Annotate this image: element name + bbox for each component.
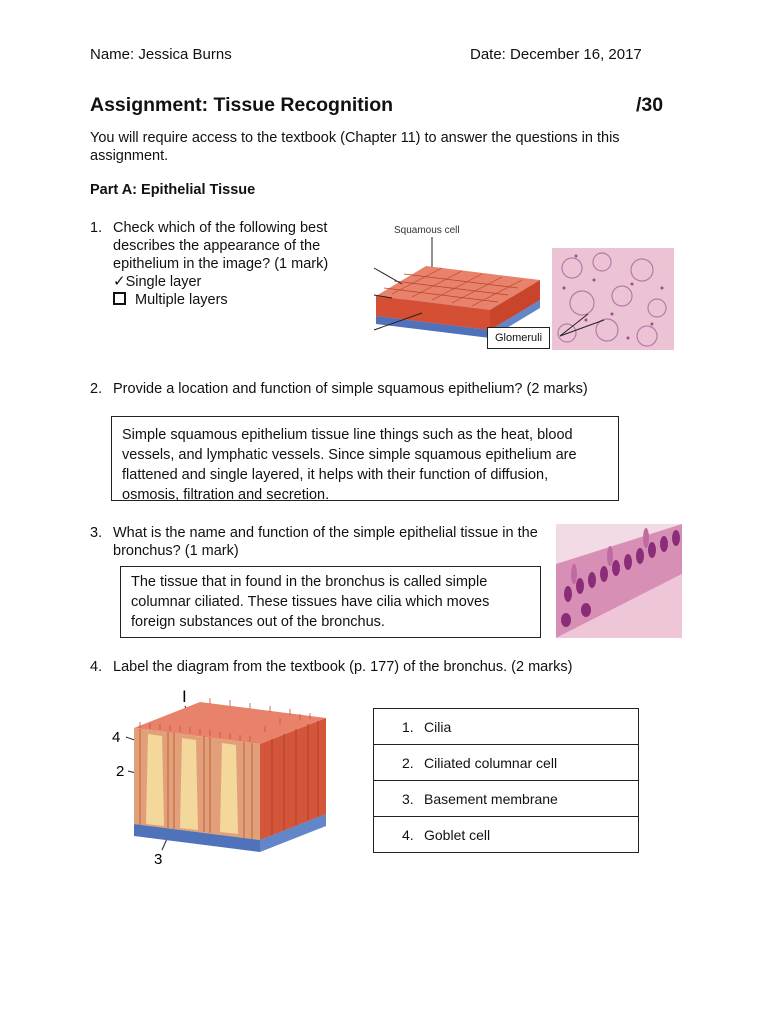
question-4-number: 4. bbox=[90, 659, 103, 675]
table-row[interactable] bbox=[374, 817, 639, 853]
diagram-label-2: 2 bbox=[116, 763, 125, 780]
page-title: Assignment: Tissue Recognition bbox=[90, 94, 394, 116]
bronchus-histology-image bbox=[556, 524, 682, 638]
checkmark-icon: ✓ bbox=[113, 273, 126, 290]
question-2-answer-box[interactable]: Simple squamous epithelium tissue line things such as the heat, blood vessels, and lymphatic vessels. Since simple squamous epithelium are flattened and single layered, it helps with their function of diffusion, osmosis, filtration and secretion. bbox=[111, 416, 619, 501]
diagram-label-4: 4 bbox=[112, 729, 121, 746]
answer-label: Goblet cell bbox=[424, 826, 491, 843]
question-3-answer-box[interactable]: The tissue that in found in the bronchus is called simple columnar ciliated. These tissues have cilia which moves foreign substances out of the bronchus. bbox=[120, 566, 541, 638]
intro-text: You will require access to the textbook (Chapter 11) to answer the questions in this assignment. bbox=[90, 130, 620, 164]
diagram-answers-table bbox=[373, 708, 639, 853]
answer-number: 3. bbox=[402, 790, 414, 807]
table-row[interactable] bbox=[374, 781, 639, 817]
answer-number: 4. bbox=[402, 826, 414, 843]
squamous-cell-label: Squamous cell bbox=[394, 225, 460, 236]
question-1-number: 1. bbox=[90, 220, 103, 236]
diagram-label-1: I bbox=[182, 687, 187, 706]
answer-label: Cilia bbox=[424, 718, 452, 735]
question-2-text: Provide a location and function of simple squamous epithelium? (2 marks) bbox=[113, 381, 588, 397]
total-score: /30 bbox=[636, 94, 664, 116]
checkbox-empty-icon bbox=[113, 292, 126, 305]
table-row[interactable] bbox=[374, 709, 639, 745]
option-multiple-layers[interactable] bbox=[113, 291, 228, 309]
question-1-text: Check which of the following best describes the appearance of the epithelium in the image? (1 mark) bbox=[113, 220, 329, 272]
glomeruli-label: Glomeruli bbox=[487, 327, 550, 349]
student-name: Name: Jessica Burns bbox=[90, 46, 232, 63]
question-3-number: 3. bbox=[90, 525, 103, 541]
diagram-label-3: 3 bbox=[154, 851, 163, 868]
answer-number: 1. bbox=[402, 718, 414, 735]
answer-label: Basement membrane bbox=[424, 790, 558, 807]
option-single-layer[interactable] bbox=[113, 273, 201, 291]
question-4-text: Label the diagram from the textbook (p. 177) of the bronchus. (2 marks) bbox=[113, 659, 573, 675]
answer-number: 2. bbox=[402, 754, 414, 771]
kidney-histology-image bbox=[552, 248, 674, 350]
bronchus-epithelium-diagram bbox=[110, 684, 350, 869]
option-label: Multiple layers bbox=[135, 292, 228, 308]
table-row[interactable] bbox=[374, 745, 639, 781]
assignment-date: Date: December 16, 2017 bbox=[470, 46, 642, 63]
section-heading-part-a: Part A: Epithelial Tissue bbox=[90, 182, 256, 198]
question-2-number: 2. bbox=[90, 381, 103, 397]
question-3-text: What is the name and function of the simple epithelial tissue in the bronchus? (1 mark) bbox=[113, 525, 538, 559]
option-label: Single layer bbox=[125, 274, 202, 290]
answer-label: Ciliated columnar cell bbox=[424, 754, 558, 771]
